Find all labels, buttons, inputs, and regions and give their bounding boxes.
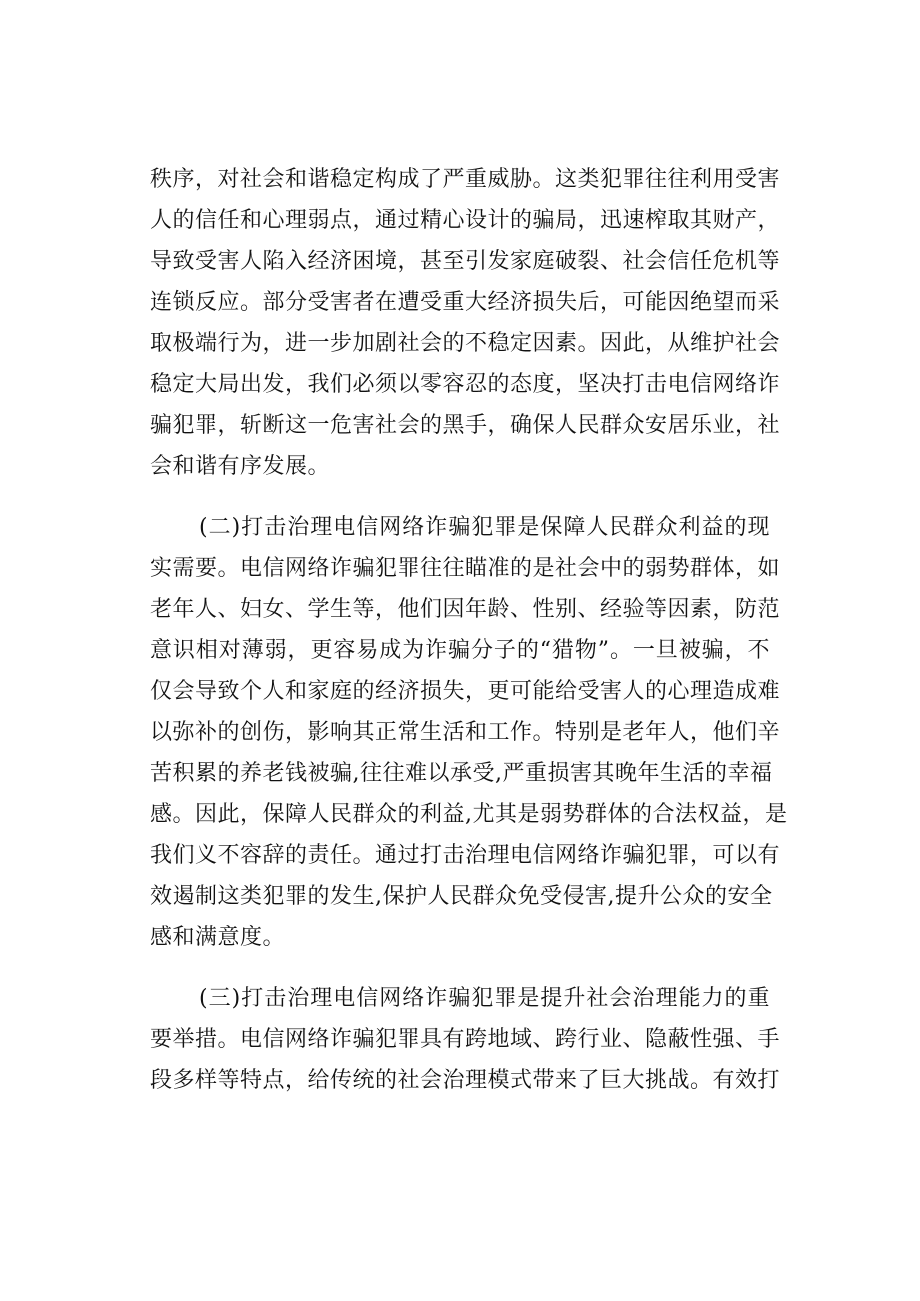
- paragraph-2-heading-line: (二)打击治理电信网络诈骗犯罪是保障人民群众利益的现: [199, 515, 770, 540]
- text-line-17: 我们义不容辞的责任。通过打击治理电信网络诈骗犯罪，可以有: [150, 843, 781, 868]
- text-line-1: 秩序，对社会和谐稳定构成了严重威胁。这类犯罪往往利用受害: [150, 167, 781, 192]
- text-line-10: 实需要。电信网络诈骗犯罪往往瞄准的是社会中的弱势群体，如: [150, 556, 781, 581]
- text-line-18: 效遏制这类犯罪的发生,保护人民群众免受侵害,提升公众的安全: [150, 884, 773, 909]
- text-line-19: 感和满意度。: [150, 925, 286, 950]
- text-line-3: 导致受害人陷入经济困境，甚至引发家庭破裂、社会信任危机等: [150, 249, 781, 274]
- text-line-16: 感。因此，保障人民群众的利益,尤其是弱势群体的合法权益，是: [150, 802, 788, 827]
- text-line-14: 以弥补的创伤，影响其正常生活和工作。特别是老年人，他们辛: [150, 720, 781, 745]
- text-line-12: 意识相对薄弱，更容易成为诈骗分子的“猎物”。一旦被骗，不: [150, 638, 770, 663]
- text-line-5: 取极端行为，进一步加剧社会的不稳定因素。因此，从维护社会: [150, 331, 781, 356]
- text-line-21: 要举措。电信网络诈骗犯罪具有跨地域、跨行业、隐蔽性强、手: [150, 1027, 781, 1052]
- text-line-15: 苦积累的养老钱被骗,往往难以承受,严重损害其晚年生活的幸福: [150, 761, 773, 786]
- text-line-6: 稳定大局出发，我们必须以零容忍的态度，坚决打击电信网络诈: [150, 372, 781, 397]
- text-line-2: 人的信任和心理弱点，通过精心设计的骗局，迅速榨取其财产，: [150, 208, 781, 233]
- text-line-4: 连锁反应。部分受害者在遭受重大经济损失后，可能因绝望而采: [150, 290, 781, 315]
- text-line-22: 段多样等特点，给传统的社会治理模式带来了巨大挑战。有效打: [150, 1068, 781, 1093]
- text-line-13: 仅会导致个人和家庭的经济损失，更可能给受害人的心理造成难: [150, 679, 781, 704]
- text-line-8: 会和谐有序发展。: [150, 454, 331, 479]
- paragraph-3-heading-line: (三)打击治理电信网络诈骗犯罪是提升社会治理能力的重: [199, 986, 770, 1011]
- text-line-11: 老年人、妇女、学生等，他们因年龄、性别、经验等因素，防范: [150, 597, 781, 622]
- text-line-7: 骗犯罪，斩断这一危害社会的黑手，确保人民群众安居乐业，社: [150, 413, 781, 438]
